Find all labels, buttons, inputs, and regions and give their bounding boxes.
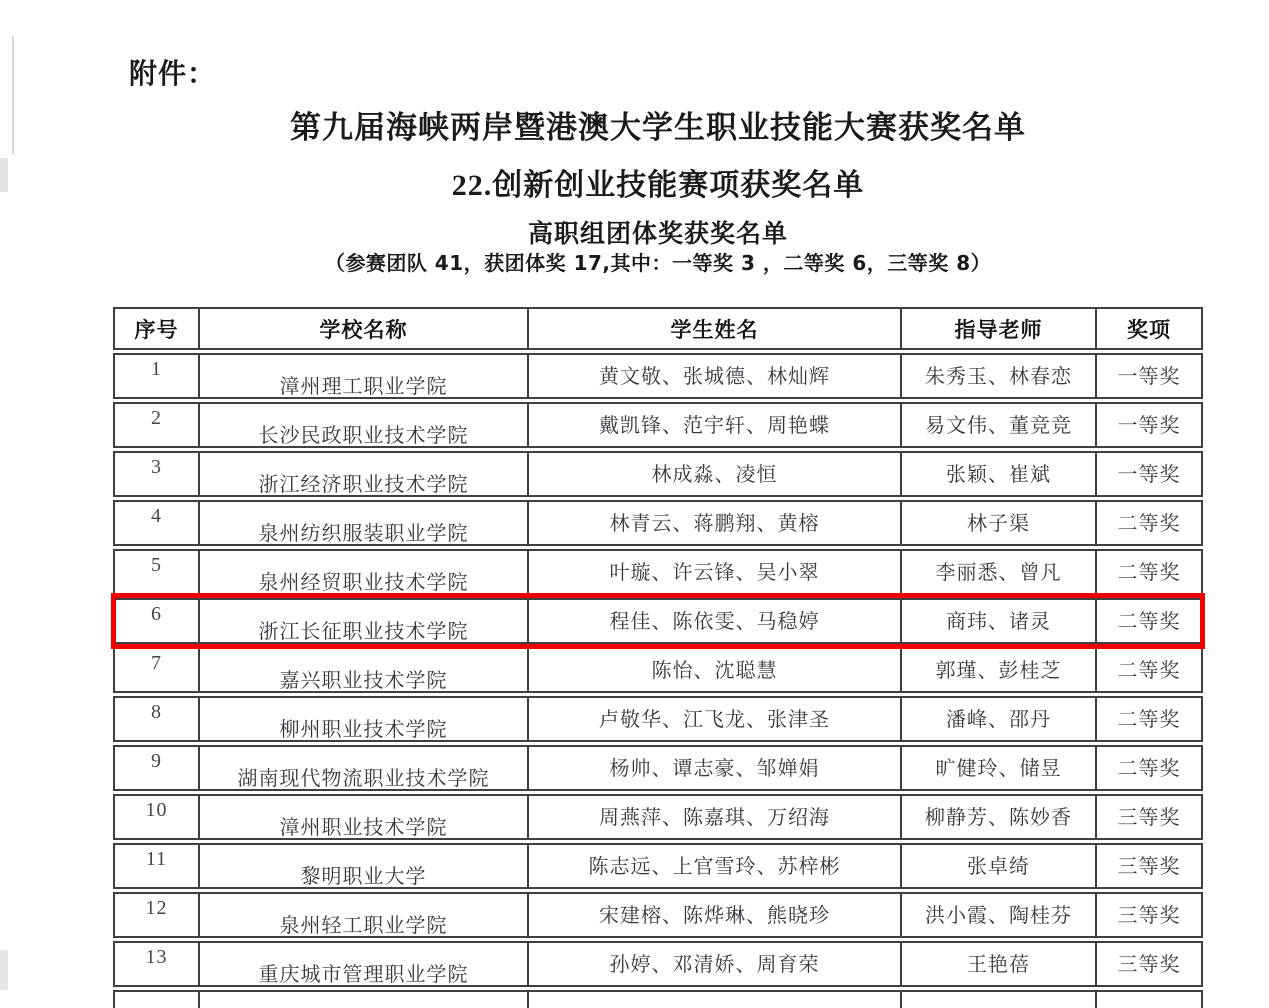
serial-cell: 12 bbox=[113, 892, 198, 938]
serial-cell bbox=[113, 990, 198, 1008]
award-cell: 三等奖 bbox=[1095, 794, 1203, 840]
table-row bbox=[113, 451, 1203, 497]
students-cell bbox=[527, 990, 900, 1008]
serial-cell: 2 bbox=[113, 402, 198, 448]
teachers-cell: 张卓绮 bbox=[900, 843, 1095, 889]
serial-cell: 8 bbox=[113, 696, 198, 742]
teachers-cell: 朱秀玉、林春恋 bbox=[900, 353, 1095, 399]
serial-cell: 5 bbox=[113, 549, 198, 595]
teachers-cell: 旷健玲、储昱 bbox=[900, 745, 1095, 791]
award-cell: 二等奖 bbox=[1095, 696, 1203, 742]
header-students: 学生姓名 bbox=[527, 307, 900, 350]
table-row bbox=[113, 598, 1203, 644]
award-cell: 三等奖 bbox=[1095, 941, 1203, 987]
serial-cell: 10 bbox=[113, 794, 198, 840]
table-row bbox=[113, 745, 1203, 791]
teachers-cell: 潘峰、邵丹 bbox=[900, 696, 1095, 742]
document-subtitle: 22.创新创业技能赛项获奖名单 bbox=[451, 169, 865, 202]
serial-cell: 3 bbox=[113, 451, 198, 497]
school-cell: 漳州职业技术学院 bbox=[198, 794, 527, 840]
header-school: 学校名称 bbox=[198, 307, 527, 350]
school-cell: 黎明职业大学 bbox=[198, 843, 527, 889]
students-cell: 陈志远、上官雪玲、苏梓彬 bbox=[527, 843, 900, 889]
school-cell: 柳州职业技术学院 bbox=[198, 696, 527, 742]
teachers-cell: 柳静芳、陈妙香 bbox=[900, 794, 1095, 840]
table-row bbox=[113, 500, 1203, 546]
table-row bbox=[113, 549, 1203, 595]
header-serial: 序号 bbox=[113, 307, 198, 350]
school-cell: 泉州经贸职业技术学院 bbox=[198, 549, 527, 595]
students-cell: 叶璇、许云锋、吴小翠 bbox=[527, 549, 900, 595]
serial-cell: 1 bbox=[113, 353, 198, 399]
school-cell: 浙江长征职业技术学院 bbox=[198, 598, 527, 644]
students-cell: 宋建榕、陈烨琳、熊晓珍 bbox=[527, 892, 900, 938]
page-edge-artifact-line bbox=[12, 36, 14, 154]
students-cell: 黄文敬、张城德、林灿辉 bbox=[527, 353, 900, 399]
table-row bbox=[113, 941, 1203, 987]
header-teachers: 指导老师 bbox=[900, 307, 1095, 350]
award-cell: 一等奖 bbox=[1095, 402, 1203, 448]
school-cell: 湖南现代物流职业技术学院 bbox=[198, 745, 527, 791]
document-title: 第九届海峡两岸暨港澳大学生职业技能大赛获奖名单 bbox=[290, 110, 1026, 145]
table-row bbox=[113, 843, 1203, 889]
section-title: 高职组团体奖获奖名单 bbox=[527, 219, 788, 248]
serial-cell: 4 bbox=[113, 500, 198, 546]
school-cell: 长沙民政职业技术学院 bbox=[198, 402, 527, 448]
table-row bbox=[113, 892, 1203, 938]
award-table bbox=[113, 304, 1203, 1008]
table-row bbox=[113, 990, 1203, 1008]
students-cell: 卢敬华、江飞龙、张津圣 bbox=[527, 696, 900, 742]
table-row bbox=[113, 353, 1203, 399]
students-cell: 戴凯锋、范宇轩、周艳蝶 bbox=[527, 402, 900, 448]
award-cell: 一等奖 bbox=[1095, 451, 1203, 497]
header-award: 奖项 bbox=[1095, 307, 1203, 350]
students-cell: 林青云、蒋鹏翔、黄榕 bbox=[527, 500, 900, 546]
serial-cell: 11 bbox=[113, 843, 198, 889]
table-row bbox=[113, 696, 1203, 742]
award-cell: 二等奖 bbox=[1095, 500, 1203, 546]
attachment-label: 附件： bbox=[129, 59, 217, 90]
school-cell: 漳州理工职业学院 bbox=[198, 353, 527, 399]
teachers-cell: 李丽悉、曾凡 bbox=[900, 549, 1095, 595]
award-cell: 二等奖 bbox=[1095, 549, 1203, 595]
teachers-cell: 易文伟、董竞竞 bbox=[900, 402, 1095, 448]
school-cell bbox=[198, 990, 527, 1008]
award-cell: 一等奖 bbox=[1095, 353, 1203, 399]
table-header-row bbox=[113, 307, 1203, 350]
award-cell: 二等奖 bbox=[1095, 647, 1203, 693]
page-edge-artifact-top bbox=[0, 158, 8, 192]
students-cell: 陈怡、沈聪慧 bbox=[527, 647, 900, 693]
students-cell: 杨帅、谭志豪、邹婵娟 bbox=[527, 745, 900, 791]
school-cell: 嘉兴职业技术学院 bbox=[198, 647, 527, 693]
school-cell: 浙江经济职业技术学院 bbox=[198, 451, 527, 497]
school-cell: 泉州轻工职业学院 bbox=[198, 892, 527, 938]
serial-cell: 7 bbox=[113, 647, 198, 693]
teachers-cell: 林子渠 bbox=[900, 500, 1095, 546]
teachers-cell: 郭瑾、彭桂芝 bbox=[900, 647, 1095, 693]
table-row bbox=[113, 647, 1203, 693]
award-cell: 三等奖 bbox=[1095, 892, 1203, 938]
serial-cell: 13 bbox=[113, 941, 198, 987]
table-row bbox=[113, 402, 1203, 448]
serial-cell: 6 bbox=[113, 598, 198, 644]
school-cell: 重庆城市管理职业学院 bbox=[198, 941, 527, 987]
teachers-cell bbox=[900, 990, 1095, 1008]
award-cell: 三等奖 bbox=[1095, 843, 1203, 889]
teachers-cell: 商玮、诸灵 bbox=[900, 598, 1095, 644]
serial-cell: 9 bbox=[113, 745, 198, 791]
students-cell: 林成淼、凌恒 bbox=[527, 451, 900, 497]
school-cell: 泉州纺织服装职业学院 bbox=[198, 500, 527, 546]
table-row bbox=[113, 794, 1203, 840]
teachers-cell: 王艳蓓 bbox=[900, 941, 1095, 987]
award-cell bbox=[1095, 990, 1203, 1008]
students-cell: 周燕萍、陈嘉琪、万绍海 bbox=[527, 794, 900, 840]
award-cell: 二等奖 bbox=[1095, 745, 1203, 791]
page-edge-artifact-bottom bbox=[0, 950, 8, 990]
section-stats-line: （参赛团队 41，获团体奖 17,其中：一等奖 3 ，二等奖 6，三等奖 8） bbox=[324, 251, 992, 275]
students-cell: 程佳、陈依雯、马稳婷 bbox=[527, 598, 900, 644]
students-cell: 孙婷、邓清娇、周育荣 bbox=[527, 941, 900, 987]
teachers-cell: 洪小霞、陶桂芬 bbox=[900, 892, 1095, 938]
teachers-cell: 张颖、崔斌 bbox=[900, 451, 1095, 497]
award-cell: 二等奖 bbox=[1095, 598, 1203, 644]
